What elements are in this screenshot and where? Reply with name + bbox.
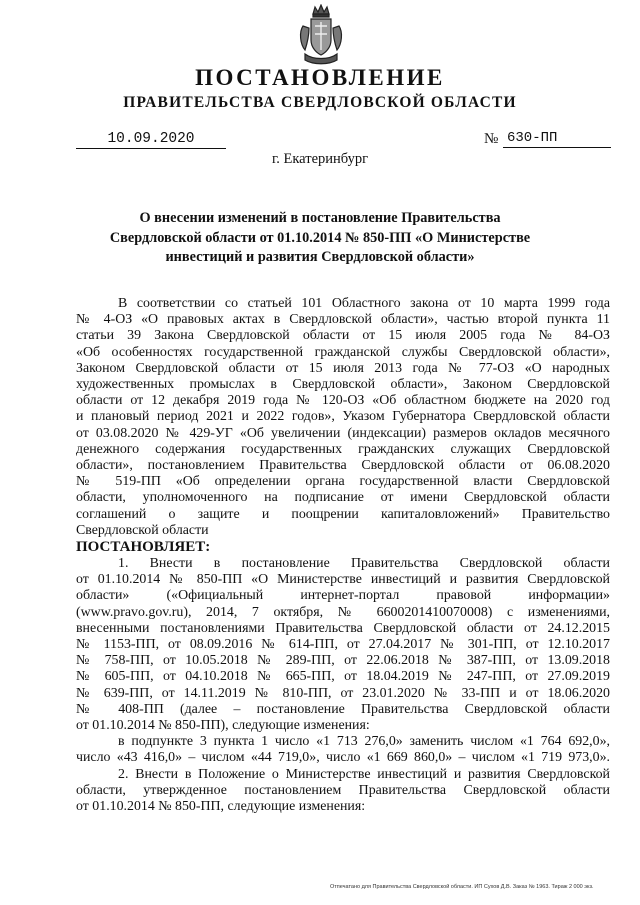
body-line: области» («Официальный интернет-портал правовой информации» <box>76 588 610 604</box>
body-line: число «43 416,0» – числом «44 719,0», число «1 669 860,0» – числом «1 719 973,0». <box>76 750 610 766</box>
body-line: № 758-ПП, от 10.05.2018 № 289-ПП, от 22.06.2018 № 387-ПП, от 13.09.2018 <box>76 653 610 669</box>
body-line: соглашений о защите и поощрении капиталовложений» Правительство <box>76 506 610 522</box>
body-line: от 01.10.2014 № 850-ПП), следующие изменения: <box>76 718 370 734</box>
body-line: внесенными постановлениями Правительства Свердловской области от 24.12.2015 <box>76 620 610 636</box>
body-line: области от 12 декабря 2019 года № 120-ОЗ «Об областном бюджете на 2020 год <box>76 393 610 409</box>
number-sign: № <box>484 131 499 147</box>
body-line: № 519-ПП «Об определении органа государственной власти Свердловской <box>76 474 610 490</box>
body-line: № 4-ОЗ «О правовых актах в Свердловской области», частью второй пункта 11 <box>76 312 610 328</box>
coat-of-arms-icon <box>297 4 345 66</box>
print-footer: Отпечатано для Правительства Свердловской области. ИП Сухов Д.В. Заказ № 1963. Тираж 2 000 экз. <box>330 884 594 890</box>
document-body <box>76 296 610 815</box>
document-date: 10.09.2020 <box>76 130 226 149</box>
body-line: № 639-ПП, от 14.11.2019 № 810-ПП, от 23.01.2020 № 33-ПП и от 18.06.2020 <box>76 685 610 701</box>
resolve-heading: ПОСТАНОВЛЯЕТ: <box>76 539 211 556</box>
subject-line: Свердловской области от 01.10.2014 № 850-ПП «О Министерстве <box>109 229 531 246</box>
body-line: Свердловской области <box>76 522 209 538</box>
body-line: и плановый период 2021 и 2022 годов», Указом Губернатора Свердловской области <box>76 409 610 425</box>
body-line: области, уполномоченного на подписание от имени Свердловской области <box>76 490 610 506</box>
city: г. Екатеринбург <box>271 151 369 167</box>
body-line: области», постановлением Правительства Свердловской области от 06.08.2020 <box>76 458 610 474</box>
body-line: 1. Внести в постановление Правительства Свердловской области <box>118 556 610 572</box>
issuing-authority: ПРАВИТЕЛЬСТВА СВЕРДЛОВСКОЙ ОБЛАСТИ <box>123 94 517 111</box>
subject-line: О внесении изменений в постановление Правительства <box>139 210 501 226</box>
body-line: 2. Внести в Положение о Министерстве инвестиций и развития Свердловской <box>118 766 610 782</box>
body-line: № 408-ПП (далее – постановление Правительства Свердловской области <box>76 701 610 717</box>
document-number: 630-ПП <box>503 129 611 148</box>
subject-line: инвестиций и развития Свердловской области» <box>165 249 475 265</box>
body-line: от 03.08.2020 № 429-УГ «Об увеличении (индексации) размеров окладов месячного <box>76 425 610 441</box>
body-line: «Об особенностях государственной гражданской службы Свердловской области», <box>76 344 610 360</box>
document-type-title: ПОСТАНОВЛЕНИЕ <box>195 65 445 90</box>
body-line: от 01.10.2014 № 850-ПП «О Министерстве инвестиций и развития Свердловской <box>76 572 610 588</box>
body-line: денежного содержания государственных гражданских служащих Свердловской <box>76 441 610 457</box>
body-line: художественных промыслах в Свердловской области», Законом Свердловской <box>76 377 610 393</box>
body-line: (www.pravo.gov.ru), 2014, 7 октября, № 6600201410070008) с изменениями, <box>76 604 610 620</box>
body-line: от 01.10.2014 № 850-ПП, следующие изменения: <box>76 799 366 815</box>
body-line: области, утвержденное постановлением Правительства Свердловской области <box>76 782 610 798</box>
body-line: в подпункте 3 пункта 1 число «1 713 276,0» заменить числом «1 764 692,0», <box>118 734 610 750</box>
document-subject <box>100 209 540 268</box>
body-line: В соответствии со статьей 101 Областного закона от 10 марта 1999 года <box>118 296 610 311</box>
body-line: № 605-ПП, от 04.10.2018 № 665-ПП, от 18.04.2019 № 247-ПП, от 27.09.2019 <box>76 669 610 685</box>
body-line: Законом Свердловской области от 15 июля 2013 года № 77-ОЗ «О народных <box>76 360 610 376</box>
body-line: № 1153-ПП, от 08.09.2016 № 614-ПП, от 27.04.2017 № 301-ПП, от 12.10.2017 <box>76 637 610 653</box>
body-line: статьи 39 Закона Свердловской области от 15 июля 2005 года № 84-ОЗ <box>76 328 610 344</box>
